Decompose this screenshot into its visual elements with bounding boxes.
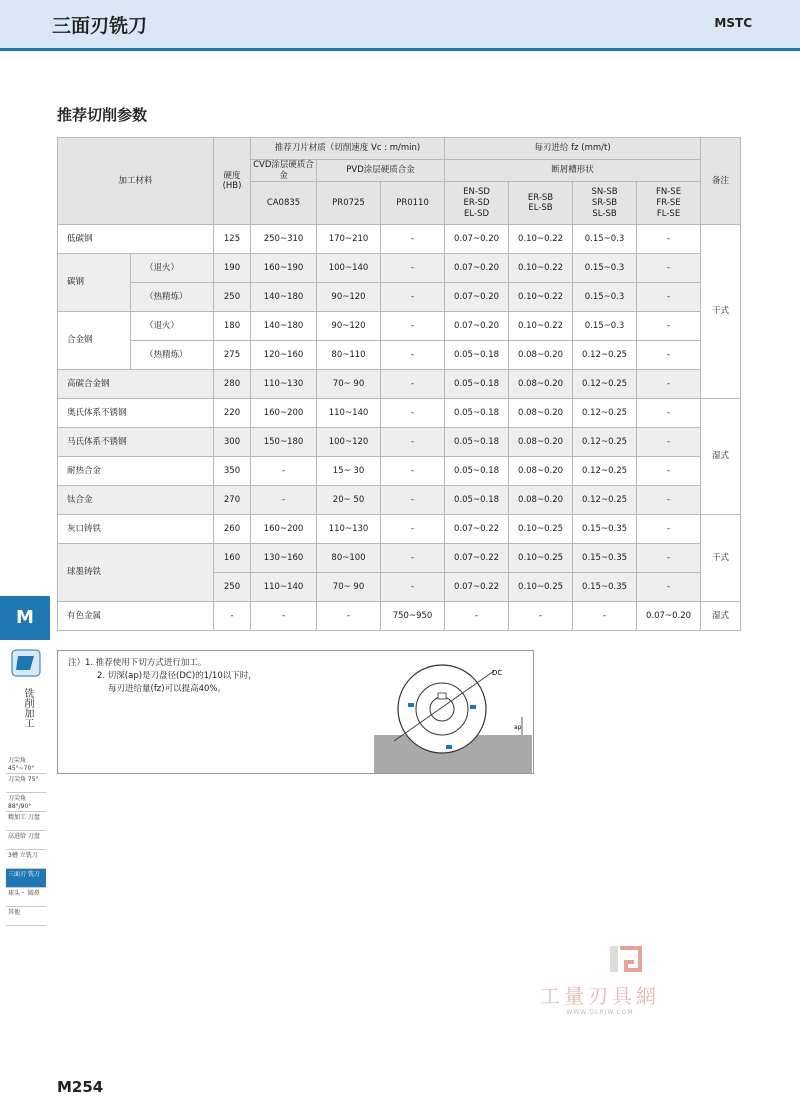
speed-pr0725: 110~140 — [317, 399, 381, 428]
watermark — [540, 944, 660, 1016]
sidebar-item[interactable]: 球头・ 圆鼻 — [6, 888, 46, 907]
feed-fn: - — [637, 428, 701, 457]
material-name: 高碳合金钢 — [58, 370, 214, 399]
note-line-2: 2. 切深(ap)是刀盘径(DC)的1/10以下时， — [97, 671, 257, 681]
table-row — [58, 428, 741, 457]
speed-pr0110: - — [381, 544, 445, 573]
table-row — [58, 341, 741, 370]
header-remark: 备注 — [701, 138, 741, 225]
feed-er: 0.08~0.20 — [509, 428, 573, 457]
speed-pr0725: 20~ 50 — [317, 486, 381, 515]
sidebar-item[interactable]: 高进给 刀盘 — [6, 831, 46, 850]
note-line-3: 每刃进给量(fz)可以提高40%。 — [108, 684, 226, 694]
speed-pr0725: 100~120 — [317, 428, 381, 457]
header-fn-se — [637, 182, 701, 225]
feed-er: 0.08~0.20 — [509, 486, 573, 515]
speed-pr0725: - — [317, 602, 381, 631]
watermark-text: 工量刃具網 — [540, 984, 660, 1008]
hardness-value: 350 — [214, 457, 251, 486]
speed-pr0110: - — [381, 370, 445, 399]
feed-er: - — [509, 602, 573, 631]
feed-en: 0.05~0.18 — [445, 399, 509, 428]
table-row — [58, 312, 741, 341]
speed-pr0110: - — [381, 573, 445, 602]
feed-fn: 0.07~0.20 — [637, 602, 701, 631]
header-pr0725: PR0725 — [317, 182, 381, 225]
speed-ca0835: 150~180 — [251, 428, 317, 457]
speed-pr0110: - — [381, 457, 445, 486]
feed-er: 0.10~0.25 — [509, 515, 573, 544]
feed-fn: - — [637, 399, 701, 428]
header-er-sb — [509, 182, 573, 225]
chip-name: SN-SB — [591, 187, 618, 198]
speed-pr0725: 110~130 — [317, 515, 381, 544]
chip-name: SR-SB — [591, 197, 618, 208]
sidebar-item[interactable]: 刀尖角 88°/90° — [6, 793, 46, 812]
feed-sn: 0.12~0.25 — [573, 428, 637, 457]
page-title: 三面刃铣刀 — [52, 15, 148, 37]
feed-er: 0.10~0.22 — [509, 254, 573, 283]
chip-name: EL-SD — [464, 208, 490, 219]
feed-sn: 0.12~0.25 — [573, 341, 637, 370]
feed-fn: - — [637, 573, 701, 602]
brand-label: MSTC — [714, 16, 752, 30]
page-number: M254 — [57, 1078, 104, 1096]
speed-pr0725: 100~140 — [317, 254, 381, 283]
speed-pr0110: - — [381, 428, 445, 457]
cutter-bore — [430, 697, 454, 721]
header-hardness-line1: 硬度 — [223, 170, 241, 181]
chip-name: ER-SB — [527, 192, 554, 203]
feed-sn: 0.15~0.3 — [573, 254, 637, 283]
material-condition: （热精炼） — [131, 341, 214, 370]
speed-pr0725: 15~ 30 — [317, 457, 381, 486]
speed-ca0835: 250~310 — [251, 225, 317, 254]
feed-fn: - — [637, 486, 701, 515]
header-divider — [0, 48, 800, 51]
feed-en: 0.07~0.22 — [445, 573, 509, 602]
chip-name: FL-SE — [656, 208, 681, 219]
ap-label: ap — [514, 724, 522, 731]
feed-sn: 0.12~0.25 — [573, 457, 637, 486]
table-row — [58, 457, 741, 486]
remark-wet-2: 湿式 — [701, 602, 741, 631]
feed-er: 0.10~0.25 — [509, 573, 573, 602]
header-hardness-line2: (HB) — [222, 181, 242, 192]
material-name: 钛合金 — [58, 486, 214, 515]
speed-pr0110: - — [381, 341, 445, 370]
header-hardness — [214, 138, 251, 225]
section-tab-m[interactable]: M — [0, 596, 50, 640]
insert-icon — [470, 705, 476, 709]
feed-fn: - — [637, 457, 701, 486]
feed-sn: - — [573, 602, 637, 631]
speed-pr0725: 90~120 — [317, 312, 381, 341]
feed-en: 0.05~0.18 — [445, 341, 509, 370]
feed-sn: 0.15~0.3 — [573, 283, 637, 312]
feed-fn: - — [637, 370, 701, 399]
feed-sn: 0.15~0.3 — [573, 225, 637, 254]
speed-pr0110: - — [381, 254, 445, 283]
note-line-1: 注）1. 推荐使用下切方式进行加工。 — [68, 658, 207, 668]
feed-er: 0.10~0.22 — [509, 312, 573, 341]
speed-pr0725: 90~120 — [317, 283, 381, 312]
material-name: 灰口铸铁 — [58, 515, 214, 544]
speed-pr0110: - — [381, 399, 445, 428]
table-row — [58, 283, 741, 312]
material-name: 球墨铸铁 — [58, 544, 214, 602]
hardness-value: 270 — [214, 486, 251, 515]
speed-pr0110: 750~950 — [381, 602, 445, 631]
feed-fn: - — [637, 544, 701, 573]
table-row — [58, 515, 741, 544]
feed-sn: 0.15~0.35 — [573, 573, 637, 602]
feed-er: 0.08~0.20 — [509, 399, 573, 428]
speed-pr0110: - — [381, 312, 445, 341]
table-row — [58, 399, 741, 428]
feed-fn: - — [637, 515, 701, 544]
speed-pr0725: 170~210 — [317, 225, 381, 254]
table-row — [58, 225, 741, 254]
feed-en: 0.07~0.22 — [445, 544, 509, 573]
feed-er: 0.10~0.22 — [509, 283, 573, 312]
feed-er: 0.10~0.25 — [509, 544, 573, 573]
feed-sn: 0.12~0.25 — [573, 370, 637, 399]
hardness-value: 275 — [214, 341, 251, 370]
hardness-value: 260 — [214, 515, 251, 544]
feed-sn: 0.15~0.35 — [573, 515, 637, 544]
watermark-logo-icon — [606, 944, 646, 974]
sidebar-item[interactable]: 刀尖角 45°~70° — [6, 755, 46, 774]
table-row — [58, 486, 741, 515]
speed-ca0835: 120~160 — [251, 341, 317, 370]
header-ca0835: CA0835 — [251, 182, 317, 225]
material-name: 奥氏体系不锈钢 — [58, 399, 214, 428]
table-row — [58, 602, 741, 631]
speed-ca0835: - — [251, 602, 317, 631]
insert-icon — [446, 745, 452, 749]
sidebar-item[interactable]: 其他 — [6, 907, 46, 926]
hardness-value: 250 — [214, 283, 251, 312]
hardness-value: 190 — [214, 254, 251, 283]
hardness-value: 280 — [214, 370, 251, 399]
speed-ca0835: - — [251, 457, 317, 486]
speed-ca0835: 160~200 — [251, 515, 317, 544]
feed-en: 0.05~0.18 — [445, 428, 509, 457]
feed-en: 0.07~0.20 — [445, 225, 509, 254]
feed-fn: - — [637, 341, 701, 370]
header-pr0110: PR0110 — [381, 182, 445, 225]
material-condition: （热精炼） — [131, 283, 214, 312]
feed-en: 0.07~0.20 — [445, 283, 509, 312]
hardness-value: - — [214, 602, 251, 631]
material-name: 有色金属 — [58, 602, 214, 631]
speed-ca0835: - — [251, 486, 317, 515]
feed-en: 0.05~0.18 — [445, 370, 509, 399]
material-name: 耐热合金 — [58, 457, 214, 486]
header-feed: 每刃进给 fz (mm/t) — [445, 138, 701, 160]
material-name: 合金钢 — [58, 312, 131, 370]
feed-er: 0.08~0.20 — [509, 457, 573, 486]
feed-en: 0.07~0.20 — [445, 312, 509, 341]
feed-en: 0.05~0.18 — [445, 486, 509, 515]
header-sn-sb — [573, 182, 637, 225]
sidebar-item[interactable]: 3槽 立铣刀 — [6, 850, 46, 869]
section-vertical-label: 铣削加工 — [22, 688, 33, 728]
keyway — [438, 693, 446, 699]
sidebar-item[interactable]: 刀尖角 75° — [6, 774, 46, 793]
feed-er: 0.10~0.22 — [509, 225, 573, 254]
chip-name: ER-SD — [463, 197, 490, 208]
sidebar-item[interactable]: 精加工 刀盘 — [6, 812, 46, 831]
feed-en: - — [445, 602, 509, 631]
material-condition: （退火） — [131, 312, 214, 341]
feed-sn: 0.15~0.35 — [573, 544, 637, 573]
chip-name: EN-SD — [463, 187, 490, 198]
speed-pr0725: 70~ 90 — [317, 573, 381, 602]
feed-fn: - — [637, 225, 701, 254]
feed-sn: 0.12~0.25 — [573, 486, 637, 515]
feed-fn: - — [637, 283, 701, 312]
material-condition: （退火） — [131, 254, 214, 283]
feed-fn: - — [637, 312, 701, 341]
speed-pr0725: 80~100 — [317, 544, 381, 573]
sidebar-nav — [6, 755, 46, 926]
remark-dry: 干式 — [701, 225, 741, 399]
speed-pr0725: 80~110 — [317, 341, 381, 370]
speed-ca0835: 160~200 — [251, 399, 317, 428]
feed-sn: 0.12~0.25 — [573, 399, 637, 428]
note-box — [57, 650, 534, 774]
feed-en: 0.05~0.18 — [445, 457, 509, 486]
chip-name: FR-SE — [656, 197, 681, 208]
header-en-sd — [445, 182, 509, 225]
feed-er: 0.08~0.20 — [509, 341, 573, 370]
table-row — [58, 254, 741, 283]
speed-pr0110: - — [381, 225, 445, 254]
hardness-value: 220 — [214, 399, 251, 428]
dc-label: DC — [492, 669, 503, 677]
cutting-parameter-table — [57, 137, 741, 631]
note-text — [68, 657, 257, 696]
feed-sn: 0.15~0.3 — [573, 312, 637, 341]
remark-wet: 湿式 — [701, 399, 741, 515]
speed-pr0110: - — [381, 283, 445, 312]
header-pvd: PVD涂层硬质合金 — [317, 160, 445, 182]
section-title: 推荐切削参数 — [57, 106, 148, 124]
hardness-value: 125 — [214, 225, 251, 254]
speed-ca0835: 140~180 — [251, 283, 317, 312]
side-mill-diagram — [374, 651, 532, 773]
speed-ca0835: 140~180 — [251, 312, 317, 341]
watermark-url: WWW.GLRJW.COM — [566, 1009, 634, 1016]
feed-en: 0.07~0.22 — [445, 515, 509, 544]
sidebar-item-active[interactable]: 三面刃 铣刀 — [6, 869, 46, 888]
chip-name: EL-SB — [528, 203, 553, 214]
hardness-value: 180 — [214, 312, 251, 341]
feed-fn: - — [637, 254, 701, 283]
hardness-value: 160 — [214, 544, 251, 573]
header-insert-grade: 推荐刀片材质（切削速度 Vc : m/min) — [251, 138, 445, 160]
insert-icon — [408, 703, 414, 707]
header-material: 加工材料 — [58, 138, 214, 225]
hardness-value: 300 — [214, 428, 251, 457]
table-row — [58, 370, 741, 399]
header-chipbreaker: 断屑槽形状 — [445, 160, 701, 182]
feed-en: 0.07~0.20 — [445, 254, 509, 283]
speed-pr0110: - — [381, 486, 445, 515]
speed-ca0835: 160~190 — [251, 254, 317, 283]
feed-er: 0.08~0.20 — [509, 370, 573, 399]
speed-ca0835: 110~130 — [251, 370, 317, 399]
speed-ca0835: 130~160 — [251, 544, 317, 573]
speed-pr0110: - — [381, 515, 445, 544]
header-cvd: CVD涂层硬质合金 — [251, 160, 317, 182]
chip-name: SL-SB — [592, 208, 617, 219]
hardness-value: 250 — [214, 573, 251, 602]
chip-name: FN-SE — [655, 187, 682, 198]
speed-pr0725: 70~ 90 — [317, 370, 381, 399]
speed-ca0835: 110~140 — [251, 573, 317, 602]
milling-icon — [10, 648, 42, 678]
remark-dry-2: 干式 — [701, 515, 741, 602]
material-name: 马氏体系不锈钢 — [58, 428, 214, 457]
material-name: 低碳钢 — [58, 225, 214, 254]
table-row — [58, 544, 741, 573]
material-name: 碳钢 — [58, 254, 131, 312]
